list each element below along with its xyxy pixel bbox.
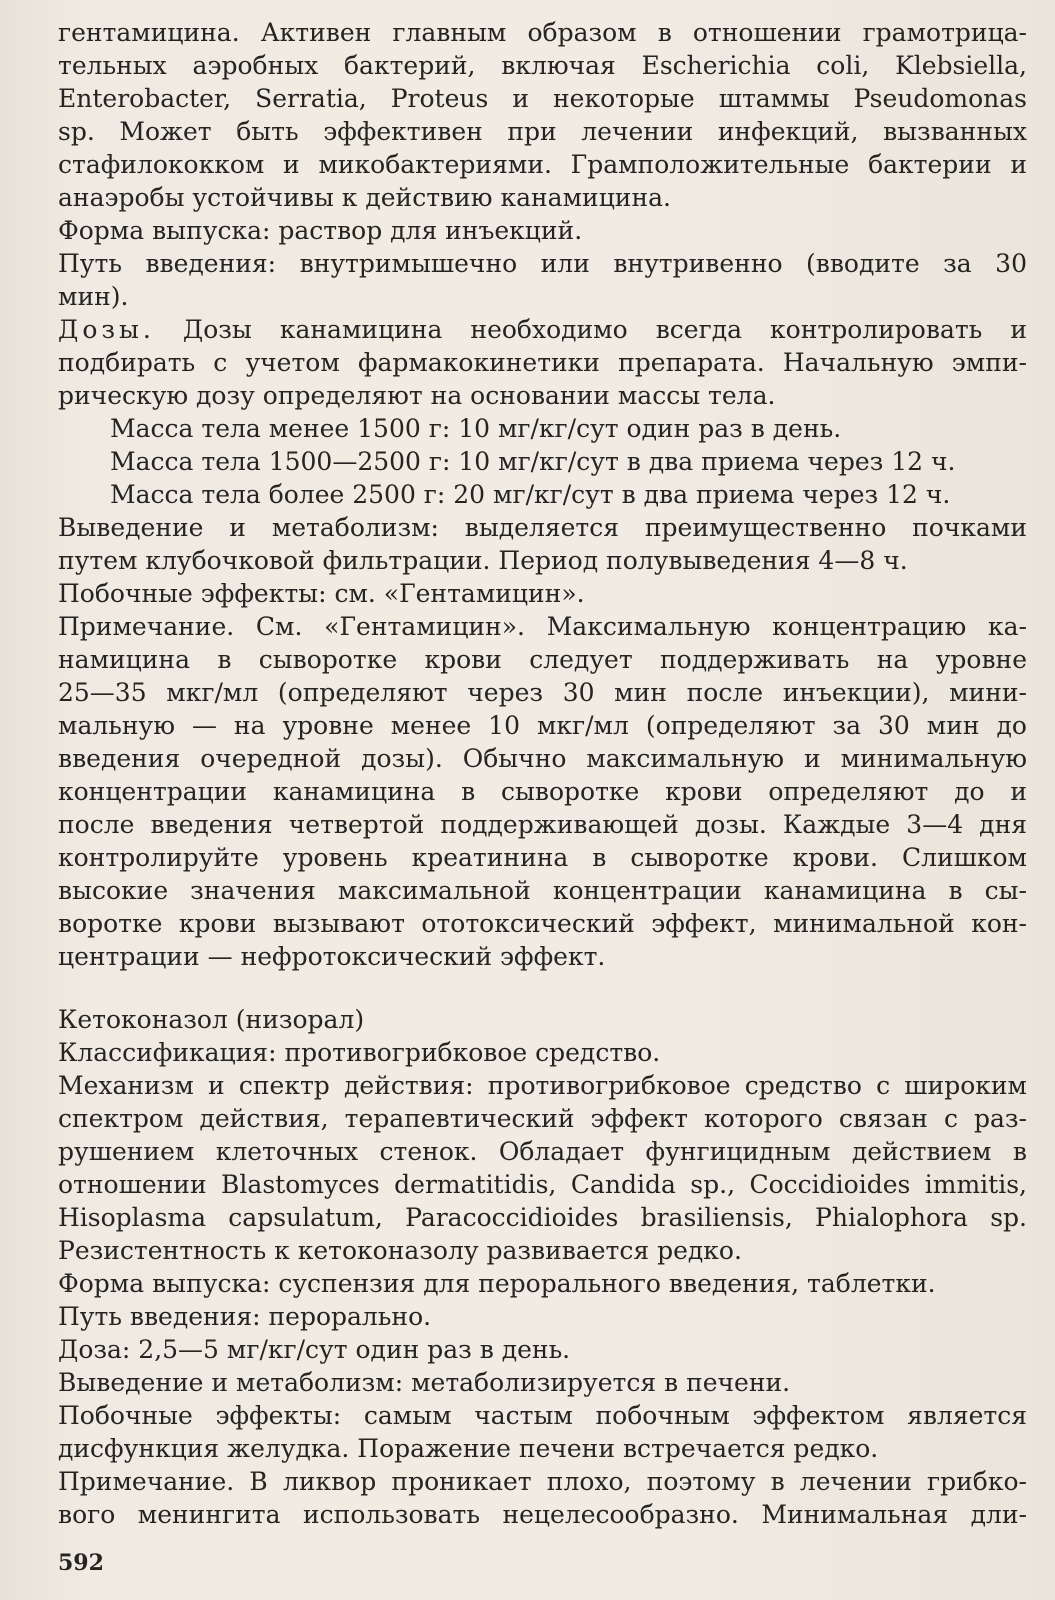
page-number: 592 [58,1550,104,1576]
note-line: намицина в сыворотке крови следует поддерживать на уровне [58,645,1027,674]
text-line: sp. Может быть эффективен при лечении инфекций, вызванных [58,117,1027,146]
note-line: высокие значения максимальной концентрации канамицина в сы- [58,876,1027,905]
mechanism-line: спектром действия, терапевтический эффект которого связан с раз- [58,1104,1027,1133]
note-line: концентрации канамицина в сыворотке крови определяют до и [58,777,1027,806]
mechanism-line: отношении Blastomyces dermatitidis, Candida sp., Coccidioides immitis, [58,1170,1027,1199]
note-line: 25—35 мкг/мл (определяют через 30 мин после инъекции), мини- [58,678,1027,707]
mechanism-line: Механизм и спектр действия: противогрибковое средство с широким [58,1071,1027,1100]
doses-line [58,313,1027,346]
kanamycin-section [58,16,1027,973]
dose-line: Доза: 2,5—5 мг/кг/сут один раз в день. [58,1335,571,1364]
dose-item: Масса тела менее 1500 г: 10 мг/кг/сут один раз в день. [110,414,842,443]
form-line: Форма выпуска: суспензия для перорального введения, таблетки. [58,1269,936,1298]
elimination-line: путем клубочковой фильтрации. Период полувыведения 4—8 ч. [58,546,908,575]
elimination-line: Выведение и метаболизм: метаболизируется в печени. [58,1368,791,1397]
note-line: введения очередной дозы). Обычно максимальную и минимальную [58,744,1027,773]
dose-item: Масса тела более 2500 г: 20 мг/кг/сут в два приема через 12 ч. [110,480,951,509]
note-line: Примечание. См. «Гентамицин». Максимальную концентрацию ка- [58,612,1027,641]
route-line: мин). [58,282,129,311]
doses-line: подбирать с учетом фармакокинетики препарата. Начальную эмпи- [58,348,1027,377]
note-line: центрации — нефротоксический эффект. [58,942,606,971]
note-line: мальную — на уровне менее 10 мкг/мл (определяют за 30 мин до [58,711,1027,740]
note-line: после введения четвертой поддерживающей дозы. Каждые 3—4 дня [58,810,1027,839]
note-line: вого менингита использовать нецелесообразно. Минимальная дли- [58,1500,1027,1529]
form-line: Форма выпуска: раствор для инъекций. [58,216,583,245]
route-line: Путь введения: внутримышечно или внутривенно (вводите за 30 [58,249,1027,278]
side-effects-line: Побочные эффекты: самым частым побочным эффектом является [58,1401,1027,1430]
mechanism-line: Резистентность к кетоконазолу развивается редко. [58,1236,742,1265]
note-line: Примечание. В ликвор проникает плохо, поэтому в лечении грибко- [58,1467,1027,1496]
elimination-line: Выведение и метаболизм: выделяется преимущественно почками [58,513,1027,542]
text-line: стафилококком и микобактериями. Грамположительные бактерии и [58,150,1027,179]
route-line: Путь введения: перорально. [58,1302,432,1331]
text-line: тельных аэробных бактерий, включая Escherichia coli, Klebsiella, [58,51,1027,80]
mechanism-line: Hisoplasma capsulatum, Paracoccidioides brasiliensis, Phialophora sp. [58,1203,1027,1232]
note-line: контролируйте уровень креатинина в сыворотке крови. Слишком [58,843,1027,872]
text-line: гентамицина. Активен главным образом в отношении грамотрица- [58,18,1027,47]
side-effects-line: Побочные эффекты: см. «Гентамицин». [58,579,585,608]
ketoconazole-section [58,1003,1027,1531]
doses-line: рическую дозу определяют на основании массы тела. [58,381,776,410]
mechanism-line: рушением клеточных стенок. Обладает фунгицидным действием в [58,1137,1027,1166]
doses-text: Дозы канамицина необходимо всегда контролировать и [182,315,1027,344]
drug-title: Кетоконазол (низорал) [58,1005,365,1034]
note-line: воротке крови вызывают ототоксический эффект, минимальной кон- [58,909,1027,938]
dose-item: Масса тела 1500—2500 г: 10 мг/кг/сут в два приема через 12 ч. [110,447,956,476]
doses-label: Дозы. [58,315,155,344]
text-line: Enterobacter, Serratia, Proteus и некоторые штаммы Pseudomonas [58,84,1027,113]
text-line: анаэробы устойчивы к действию канамицина. [58,183,671,212]
classification-line: Классификация: противогрибковое средство. [58,1038,661,1067]
side-effects-line: дисфункция желудка. Поражение печени встречается редко. [58,1434,879,1463]
